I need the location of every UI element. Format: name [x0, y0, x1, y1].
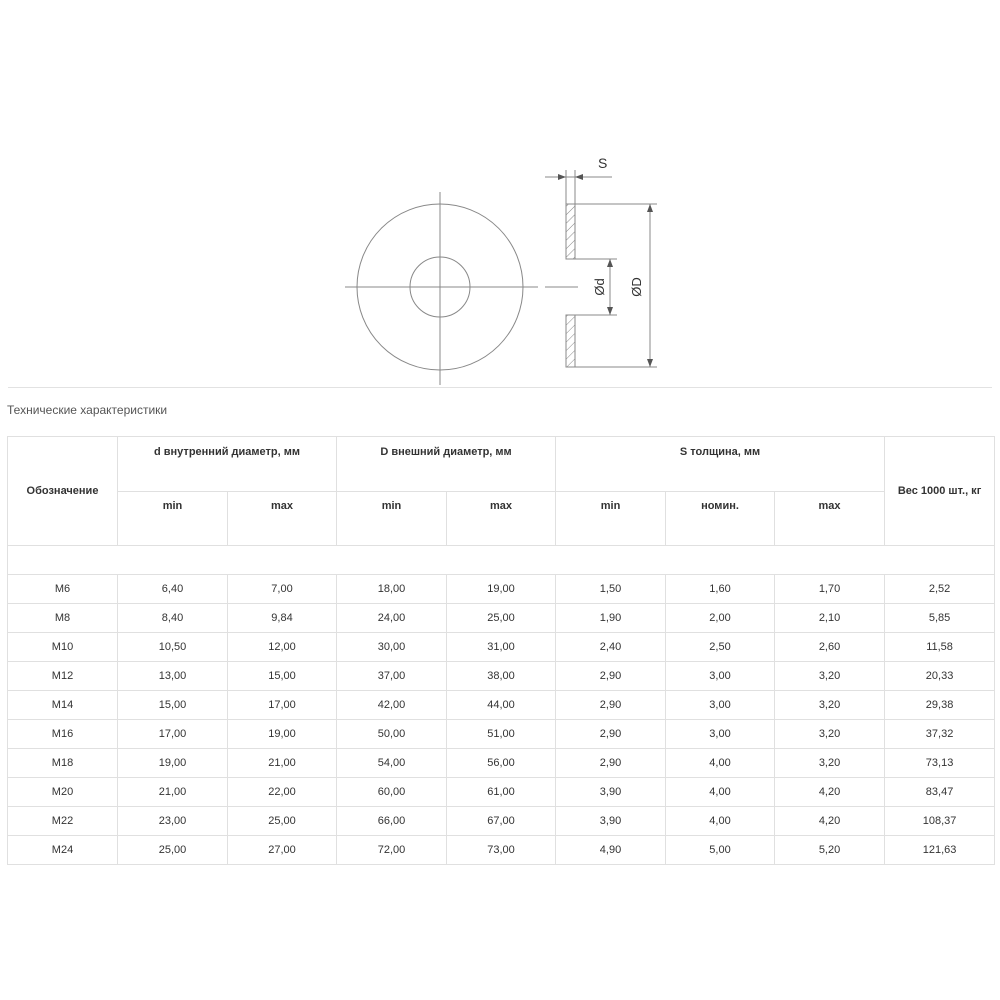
cell-inner-min: 19,00	[118, 749, 228, 778]
section-lower	[566, 315, 575, 367]
cell-thickness-max: 3,20	[775, 749, 885, 778]
cell-weight: 121,63	[885, 836, 995, 865]
cell-thickness-min: 1,90	[556, 604, 666, 633]
cell-outer-max: 44,00	[447, 691, 556, 720]
cell-designation: M18	[8, 749, 118, 778]
cell-outer-min: 54,00	[337, 749, 447, 778]
cell-inner-max: 25,00	[228, 807, 337, 836]
cell-inner-max: 27,00	[228, 836, 337, 865]
cell-designation: M20	[8, 778, 118, 807]
cell-outer-max: 67,00	[447, 807, 556, 836]
cell-weight: 108,37	[885, 807, 995, 836]
table-row	[8, 691, 995, 720]
cell-designation: M10	[8, 633, 118, 662]
cell-thickness-min: 2,90	[556, 662, 666, 691]
header-inner-min: min	[118, 492, 228, 546]
cell-designation: M8	[8, 604, 118, 633]
header-weight: Вес 1000 шт., кг	[885, 437, 995, 546]
cell-designation: M14	[8, 691, 118, 720]
cell-inner-max: 9,84	[228, 604, 337, 633]
cell-weight: 11,58	[885, 633, 995, 662]
cell-thickness-max: 1,70	[775, 575, 885, 604]
cell-thickness-max: 5,20	[775, 836, 885, 865]
cell-outer-max: 31,00	[447, 633, 556, 662]
cell-weight: 73,13	[885, 749, 995, 778]
section-upper	[566, 204, 575, 259]
table-row	[8, 749, 995, 778]
cell-thickness-nominal: 4,00	[666, 749, 775, 778]
cell-thickness-nominal: 3,00	[666, 662, 775, 691]
header-designation: Обозначение	[8, 437, 118, 546]
table-spacer-row	[8, 546, 995, 575]
cell-thickness-min: 4,90	[556, 836, 666, 865]
cell-inner-min: 10,50	[118, 633, 228, 662]
header-outer-max: max	[447, 492, 556, 546]
cell-thickness-min: 2,90	[556, 749, 666, 778]
cell-thickness-max: 3,20	[775, 662, 885, 691]
cell-outer-max: 56,00	[447, 749, 556, 778]
table-row	[8, 720, 995, 749]
cell-inner-max: 12,00	[228, 633, 337, 662]
cell-inner-max: 22,00	[228, 778, 337, 807]
header-thickness: S толщина, мм	[556, 437, 885, 492]
s-arrow-right	[575, 174, 583, 180]
D-arrow-top	[647, 204, 653, 212]
washer-front-view	[345, 192, 538, 385]
d-arrow-top	[607, 259, 613, 267]
cell-thickness-nominal: 3,00	[666, 691, 775, 720]
header-inner-diameter: d внутренний диаметр, мм	[118, 437, 337, 492]
cell-thickness-min: 2,90	[556, 691, 666, 720]
cell-inner-min: 25,00	[118, 836, 228, 865]
cell-thickness-nominal: 2,50	[666, 633, 775, 662]
header-thickness-max: max	[775, 492, 885, 546]
d-outer-label: ØD	[629, 277, 644, 297]
cell-thickness-min: 1,50	[556, 575, 666, 604]
cell-thickness-min: 3,90	[556, 807, 666, 836]
cell-inner-min: 13,00	[118, 662, 228, 691]
cell-weight: 29,38	[885, 691, 995, 720]
cell-thickness-max: 2,10	[775, 604, 885, 633]
washer-section-view	[545, 155, 657, 367]
cell-designation: M12	[8, 662, 118, 691]
cell-inner-min: 21,00	[118, 778, 228, 807]
cell-thickness-nominal: 4,00	[666, 807, 775, 836]
cell-thickness-max: 4,20	[775, 778, 885, 807]
table-row	[8, 662, 995, 691]
cell-thickness-min: 2,90	[556, 720, 666, 749]
table-row	[8, 836, 995, 865]
cell-thickness-nominal: 4,00	[666, 778, 775, 807]
header-inner-max: max	[228, 492, 337, 546]
cell-outer-max: 51,00	[447, 720, 556, 749]
spacer-cell	[8, 546, 995, 575]
cell-outer-min: 42,00	[337, 691, 447, 720]
cell-thickness-max: 4,20	[775, 807, 885, 836]
cell-outer-min: 30,00	[337, 633, 447, 662]
table-row	[8, 633, 995, 662]
cell-inner-max: 7,00	[228, 575, 337, 604]
table-row	[8, 604, 995, 633]
d-inner-label: Ød	[592, 278, 607, 296]
cell-designation: M24	[8, 836, 118, 865]
cell-outer-min: 66,00	[337, 807, 447, 836]
cell-thickness-min: 2,40	[556, 633, 666, 662]
header-outer-diameter: D внешний диаметр, мм	[337, 437, 556, 492]
cell-inner-min: 6,40	[118, 575, 228, 604]
cell-thickness-max: 3,20	[775, 691, 885, 720]
cell-outer-min: 37,00	[337, 662, 447, 691]
cell-outer-max: 73,00	[447, 836, 556, 865]
cell-inner-min: 15,00	[118, 691, 228, 720]
cell-designation: M6	[8, 575, 118, 604]
cell-inner-min: 23,00	[118, 807, 228, 836]
cell-outer-min: 24,00	[337, 604, 447, 633]
cell-designation: M22	[8, 807, 118, 836]
cell-inner-max: 19,00	[228, 720, 337, 749]
header-thickness-min: min	[556, 492, 666, 546]
cell-thickness-nominal: 2,00	[666, 604, 775, 633]
table-body	[8, 575, 995, 865]
cell-weight: 20,33	[885, 662, 995, 691]
cell-inner-max: 21,00	[228, 749, 337, 778]
cell-weight: 83,47	[885, 778, 995, 807]
cell-outer-max: 61,00	[447, 778, 556, 807]
section-title: Технические характеристики	[7, 403, 168, 417]
d-arrow-bottom	[607, 307, 613, 315]
cell-outer-min: 60,00	[337, 778, 447, 807]
cell-inner-max: 17,00	[228, 691, 337, 720]
cell-thickness-max: 3,20	[775, 720, 885, 749]
cell-thickness-nominal: 3,00	[666, 720, 775, 749]
washer-drawing	[0, 140, 1000, 390]
cell-weight: 5,85	[885, 604, 995, 633]
drawing-divider	[8, 387, 992, 388]
cell-outer-max: 19,00	[447, 575, 556, 604]
cell-outer-min: 72,00	[337, 836, 447, 865]
cell-thickness-max: 2,60	[775, 633, 885, 662]
cell-thickness-nominal: 5,00	[666, 836, 775, 865]
cell-weight: 2,52	[885, 575, 995, 604]
D-arrow-bottom	[647, 359, 653, 367]
s-arrow-left	[558, 174, 566, 180]
specs-table	[7, 436, 995, 865]
table-row	[8, 575, 995, 604]
cell-thickness-min: 3,90	[556, 778, 666, 807]
cell-weight: 37,32	[885, 720, 995, 749]
cell-outer-max: 38,00	[447, 662, 556, 691]
cell-inner-min: 8,40	[118, 604, 228, 633]
header-outer-min: min	[337, 492, 447, 546]
header-thickness-nominal: номин.	[666, 492, 775, 546]
s-dimension-label: S	[598, 155, 608, 171]
cell-inner-min: 17,00	[118, 720, 228, 749]
cell-outer-min: 50,00	[337, 720, 447, 749]
cell-outer-min: 18,00	[337, 575, 447, 604]
table-row	[8, 778, 995, 807]
cell-inner-max: 15,00	[228, 662, 337, 691]
table-row	[8, 807, 995, 836]
cell-outer-max: 25,00	[447, 604, 556, 633]
cell-thickness-nominal: 1,60	[666, 575, 775, 604]
cell-designation: M16	[8, 720, 118, 749]
